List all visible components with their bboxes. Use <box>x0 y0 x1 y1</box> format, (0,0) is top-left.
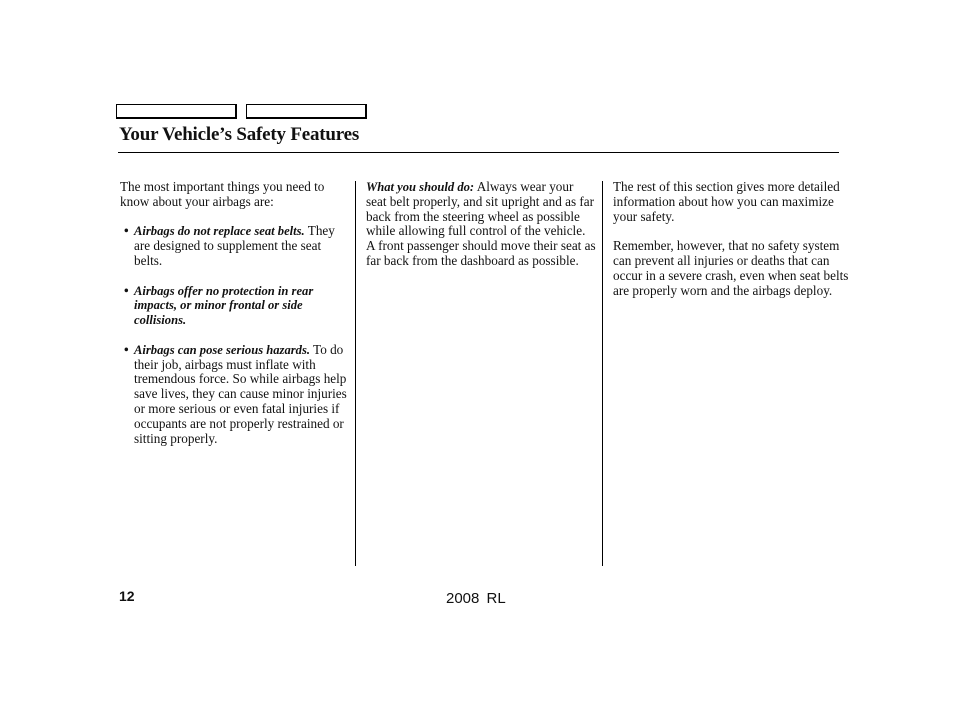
paragraph-text: Always wear your seat belt properly, and sit upright and as far back from the steering wheel as possible while allowing full control of the vehicle. A front passenger should move their seat as far back from the dashboard as possible. <box>366 179 596 268</box>
safety-note-paragraph: Remember, however, that no safety system can prevent all injuries or deaths that can occur in a severe crash, even when seat belts are properly worn and the airbags deploy. <box>613 238 849 298</box>
bullet-heading: Airbags do not replace seat belts. <box>134 224 305 239</box>
page-title: Your Vehicle’s Safety Features <box>119 124 360 145</box>
list-item <box>120 284 352 328</box>
paragraph-lead: What you should do: <box>366 180 475 194</box>
bullet-icon: • <box>124 341 129 357</box>
bullet-text: They are designed to supplement the seat belts. <box>134 223 335 268</box>
bullet-icon: • <box>124 223 129 239</box>
intro-paragraph: The most important things you need to know about your airbags are: <box>120 179 325 209</box>
column-left <box>120 180 352 461</box>
list-item <box>120 224 352 268</box>
column-middle <box>366 180 596 284</box>
page-number: 12 <box>119 588 135 604</box>
section-info-paragraph: The rest of this section gives more detailed information about how you can maximize your safety. <box>613 179 840 224</box>
bullet-icon: • <box>124 282 129 298</box>
title-rule <box>118 152 839 153</box>
column-right <box>613 180 849 313</box>
model-footer: 2008 RL <box>446 590 506 607</box>
airbag-facts-list <box>120 224 352 446</box>
column-divider <box>355 181 356 566</box>
bullet-text: To do their job, airbags must inflate with tremendous force. So while airbags help save lives, they can cause minor injuries or more serious or even fatal injuries if occupants are not properly restrained or sitting properly. <box>134 341 347 446</box>
nav-tab-next[interactable] <box>246 104 367 119</box>
what-to-do-paragraph <box>366 180 596 269</box>
bullet-heading: Airbags can pose serious hazards. <box>134 342 310 357</box>
list-item <box>120 343 352 447</box>
column-divider <box>602 181 603 566</box>
bullet-heading: Airbags offer no protection in rear impacts, or minor frontal or side collisions. <box>134 283 314 328</box>
nav-tab-previous[interactable] <box>116 104 237 119</box>
